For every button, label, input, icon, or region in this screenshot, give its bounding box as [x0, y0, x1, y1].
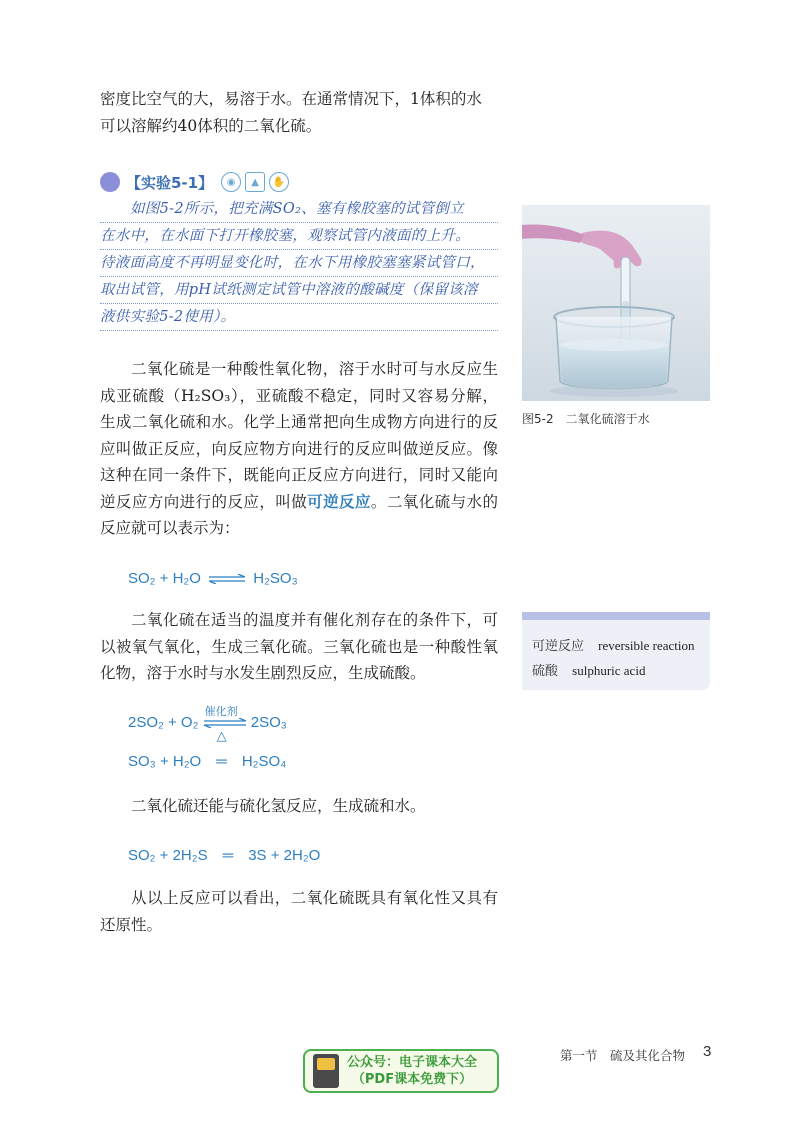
- paragraph-reversible: [100, 356, 498, 542]
- experiment-header: [100, 170, 293, 194]
- hazard-triangle-icon: ▲: [245, 172, 265, 192]
- experiment-line: 取出试管，用pH试纸测定试管中溶液的酸碱度（保留该溶: [100, 277, 498, 304]
- experiment-bullet-icon: [100, 172, 120, 192]
- catalyst-label: 催化剂: [204, 705, 238, 719]
- paragraph-text: 二氧化硫是一种酸性氧化物，溶于水时可与水反应生成亚硫酸（H₂SO₃），亚硫酸不稳定，同时又容易分解，生成二氧化硫和水。化学上通常把向生成物方向进行的反应叫做正反应，向反应物方向进行的反应叫做逆反应。像这种在同一条件下，既能向正反应方向进行，同时又能向逆反应方向进行的反应，叫做: [100, 360, 498, 511]
- equation-left: SO₂ + H₂O: [128, 570, 201, 587]
- experiment-line: 在水中，在水面下打开橡胶塞，观察试管内液面的上升。: [100, 223, 498, 250]
- glossary-item: [532, 659, 710, 684]
- figure-caption: 图5-2 二氧化硫溶于水: [522, 412, 650, 426]
- footer-section-title: 第一节 硫及其化合物: [560, 1048, 686, 1063]
- paragraph-so3: [100, 607, 498, 687]
- keyword-reversible-reaction: 可逆反应: [307, 492, 371, 511]
- watermark-line-2: （PDF课本免费下）: [351, 1072, 473, 1087]
- catalytic-arrow: [203, 705, 247, 744]
- goggles-icon: ◉: [221, 172, 241, 192]
- reversible-arrow-icon: [208, 574, 246, 584]
- intro-paragraph: [100, 86, 498, 139]
- experiment-line: 液供实验5-2使用）。: [100, 304, 498, 331]
- experiment-body: [100, 196, 498, 331]
- watermark-banner: [303, 1049, 499, 1093]
- watermark-text: [347, 1054, 477, 1088]
- equation-so2-oxygen: [128, 705, 287, 744]
- equation-so3-water: SO₃ + H₂O ═ H₂SO₄: [128, 753, 287, 770]
- book-logo-icon: [313, 1054, 339, 1088]
- glossary-term: 可逆反应: [532, 639, 585, 654]
- experiment-line: 待液面高度不再明显变化时，在水下用橡胶塞塞紧试管口，: [100, 250, 498, 277]
- glossary-item: [532, 634, 710, 659]
- reversible-arrow-icon: [203, 718, 247, 728]
- paragraph-text: 。二氧化硫与水的反应就可以表示为：: [100, 492, 498, 537]
- experiment-line: 如图5-2所示，把充满SO₂、塞有橡胶塞的试管倒立: [100, 196, 498, 223]
- paragraph-conclusion: [100, 885, 498, 938]
- hand-wash-icon: ✋: [269, 172, 289, 192]
- intro-line-1: 密度比空气的大，易溶于水。在通常情况下，1体积的水: [100, 90, 482, 108]
- equation-right: H₂SO₃: [253, 570, 298, 587]
- glossary-box: [522, 612, 710, 690]
- figure-photo: [522, 205, 710, 401]
- paragraph-text: 二氧化硫还能与硫化氢反应，生成硫和水。: [131, 797, 426, 815]
- equation-so2-water: [128, 570, 298, 587]
- equation-right: 2SO₃: [250, 714, 287, 731]
- equation-so2-h2s: SO₂ + 2H₂S ═ 3S + 2H₂O: [128, 847, 321, 864]
- experiment-title: 【实验5-1】: [126, 173, 214, 192]
- intro-line-2: 可以溶解约40体积的二氧化硫。: [100, 116, 322, 135]
- beaker-illustration: [522, 205, 710, 401]
- watermark-line-1: 公众号：电子课本大全: [347, 1055, 478, 1070]
- paragraph-text: 二氧化硫在适当的温度并有催化剂存在的条件下，可以被氧气氧化，生成三氧化硫。三氧化硫也是一种酸性氧化物，溶于水时与水发生剧烈反应，生成硫酸。: [100, 611, 498, 682]
- glossary-english: reversible reaction: [598, 638, 695, 653]
- heat-symbol: △: [216, 728, 227, 744]
- glossary-english: sulphuric acid: [572, 663, 646, 678]
- paragraph-h2s: [100, 793, 498, 820]
- glossary-term: 硫酸: [532, 664, 559, 679]
- paragraph-text: 从以上反应可以看出，二氧化硫既具有氧化性又具有还原性。: [100, 889, 498, 934]
- equation-left: 2SO₂ + O₂: [128, 714, 199, 731]
- page-number: 3: [703, 1043, 712, 1060]
